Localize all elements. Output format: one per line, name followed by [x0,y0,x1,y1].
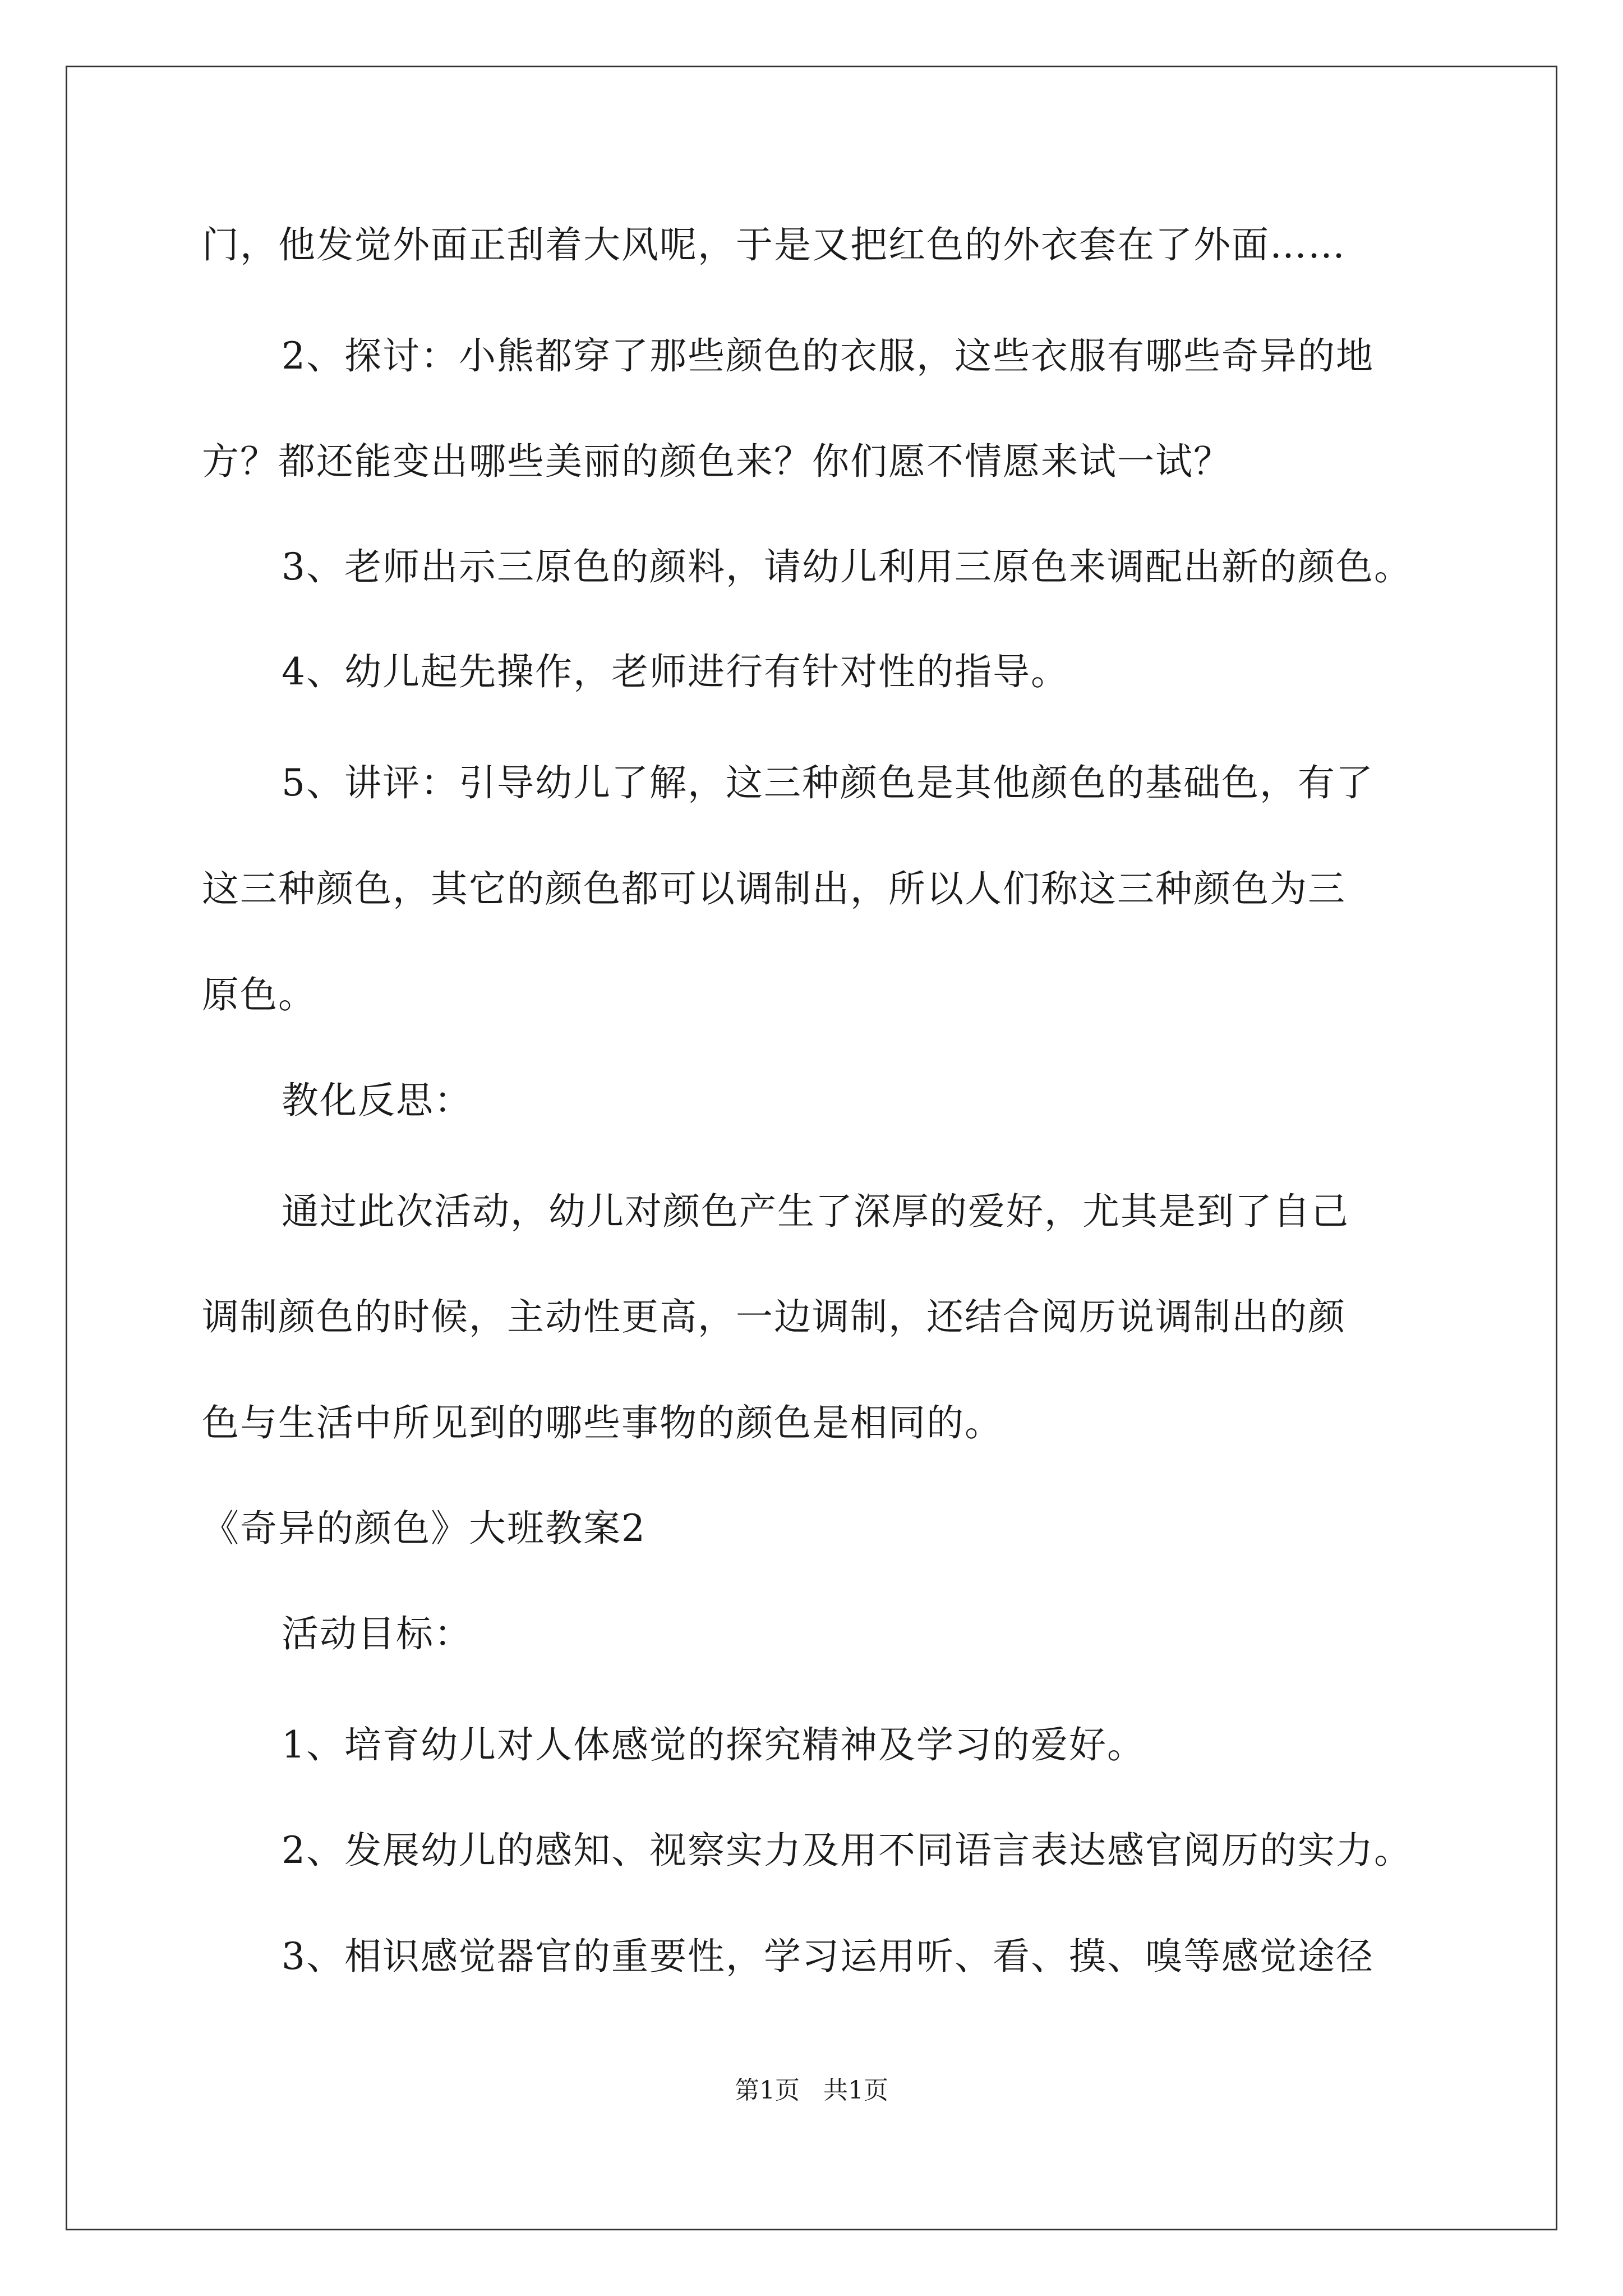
text-line: 4、幼儿起先操作，老师进行有针对性的指导。 [282,650,1069,693]
text-line: 5、讲评：引导幼儿了解，这三种颜色是其他颜色的基础色，有了 [282,761,1374,804]
text-line: 1、培育幼儿对人体感觉的探究精神及学习的爱好。 [282,1723,1145,1766]
section-heading: 活动目标： [282,1612,472,1655]
text-line: 通过此次活动，幼儿对颜色产生了深厚的爱好，尤其是到了自己 [282,1190,1349,1233]
text-line: 门，他发觉外面正刮着大风呢，于是又把红色的外衣套在了外面…… [202,223,1346,266]
text-line: 2、探讨：小熊都穿了那些颜色的衣服，这些衣服有哪些奇异的地 [282,334,1374,378]
text-line: 色与生活中所见到的哪些事物的颜色是相同的。 [202,1401,1003,1444]
section-heading: 教化反思： [282,1079,472,1122]
text-line: 调制颜色的时候，主动性更高，一边调制，还结合阅历说调制出的颜 [202,1295,1346,1338]
text-line: 2、发展幼儿的感知、视察实力及用不同语言表达感官阅历的实力。 [282,1829,1412,1872]
text-line: 3、相识感觉器官的重要性，学习运用听、看、摸、嗅等感觉途径 [282,1935,1374,1978]
text-line: 原色。 [202,973,316,1016]
document-title: 《奇异的颜色》大班教案2 [202,1507,646,1550]
text-line: 3、老师出示三原色的颜料，请幼儿利用三原色来调配出新的颜色。 [282,545,1412,588]
page-footer: 第1页 共1页 [735,2076,888,2105]
text-line: 这三种颜色，其它的颜色都可以调制出，所以人们称这三种颜色为三 [202,867,1346,910]
text-line: 方？都还能变出哪些美丽的颜色来？你们愿不情愿来试一试？ [202,440,1232,483]
page-border [66,66,1557,2230]
